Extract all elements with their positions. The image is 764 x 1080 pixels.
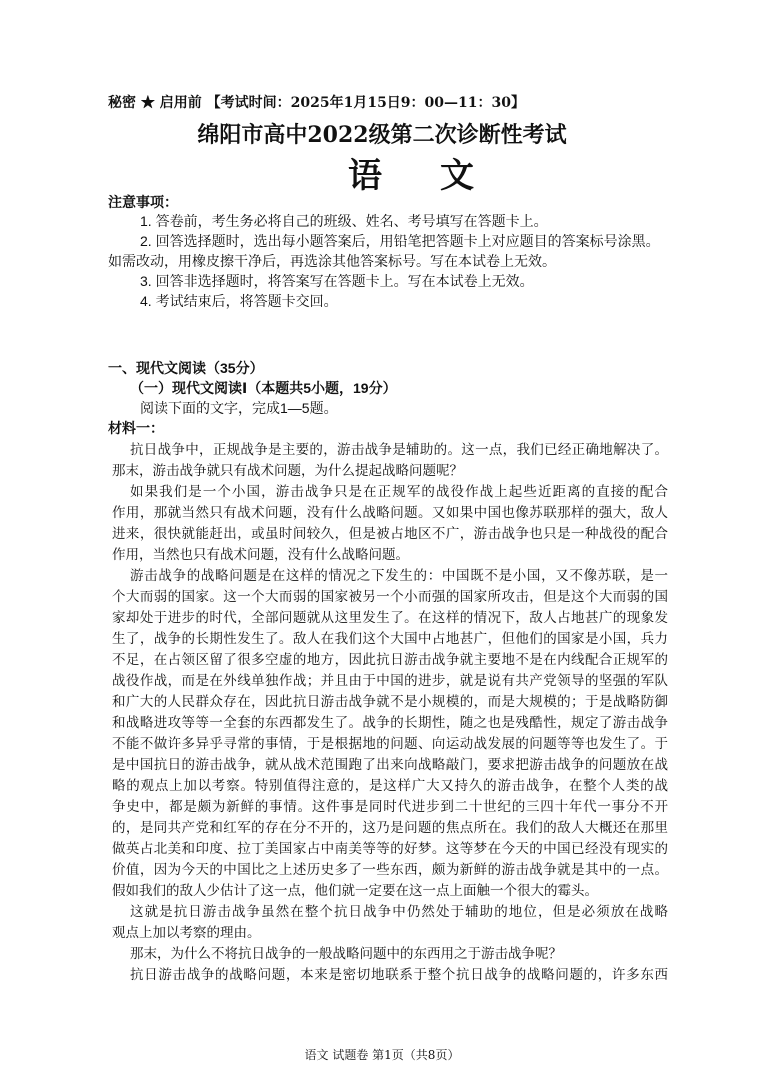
page-footer: 语文 试题卷 第1页（共8页） [304, 1048, 460, 1062]
passage-line: 观点上加以考察的理由。 [112, 925, 261, 941]
passage-line: 和战略进攻等等一全套的东西都发生了。战争的长期性，随之也是残酷性，规定了游击战争 [112, 715, 668, 731]
sub-section-heading: （一）现代文阅读Ⅰ（本题共5小题，19分） [130, 380, 397, 396]
section-heading: 一、现代文阅读（35分） [108, 360, 264, 376]
passage-line: 进来，很快就能赶出，或虽时间较久，但是被占地区不广，游击战争也只是一种战役的配合 [112, 526, 668, 542]
passage-line: 不足，在占领区留了很多空虚的地方，因此抗日游击战争就主要地不是在内线配合正规军的 [112, 652, 668, 668]
passage-line: 做英占北美和印度、拉丁美国家占中南美等等的好梦。这等梦在今天的中国已经没有现实的 [112, 841, 668, 857]
passage-line: 争史中，都是颇为新鲜的事情。这件事是同时代进步到二十世纪的三四十年代一事分不开 [112, 799, 668, 815]
subject-title: 语文 [348, 156, 532, 196]
passage-line: 生了，战争的长期性发生了。敌人在我们这个大国中占地甚广，但他们的国家是小国，兵力 [112, 631, 668, 647]
passage-line: 抗日游击战争的战略问题，本来是密切地联系于整个抗日战争的战略问题的，许多东西 [130, 967, 668, 983]
passage-line: 个大而弱的国家。这一个大而弱的国家被另一个小而强的国家所攻击，但是这个大而弱的国 [112, 589, 668, 605]
notes-label: 注意事项： [108, 195, 178, 211]
passage-line: 那末，为什么不将抗日战争的一般战略问题中的东西用之于游击战争呢？ [130, 946, 562, 962]
passage-line: 假如我们的敌人少估计了这一点，他们就一定要在这一点上面触一个很大的霉头。 [112, 883, 598, 899]
passage-line: 战役作战，而是在外线单独作战；并且由于中国的进步，就是说有共产党领导的坚强的军队 [112, 673, 668, 689]
note-item: 1. 答卷前，考生务必将自己的班级、姓名、考号填写在答题卡上。 [140, 213, 548, 229]
note-item: 2. 回答选择题时，选出每小题答案后，用铅笔把答题卡上对应题目的答案标号涂黑。 [140, 233, 660, 249]
material-label: 材料一： [108, 420, 164, 436]
passage-line: 家却处于进步的时代，全部问题就从这里发生了。在这样的情况下，敌人占地甚广的现象发 [112, 610, 668, 626]
passage-line: 作用，当然也只有战术问题，没有什么战略问题。 [112, 547, 409, 563]
passage-line: 游击战争的战略问题是在这样的情况之下发生的：中国既不是小国，又不像苏联，是一 [130, 568, 668, 584]
instruction: 阅读下面的文字，完成1—5题。 [140, 400, 338, 416]
passage-line: 是中国抗日的游击战争，就从战术范围跑了出来向战略敲门，要求把游击战争的问题放在战 [112, 757, 668, 773]
passage-line: 和广大的人民群众存在，因此抗日游击战争就不是小规模的，而是大规模的；于是战略防御 [112, 694, 668, 710]
passage-line: 那末，游击战争就只有战术问题，为什么提起战略问题呢？ [112, 463, 463, 479]
note-item: 3. 回答非选择题时，将答案写在答题卡上。写在本试卷上无效。 [140, 273, 534, 289]
passage-line: 略的观点上加以考察。特别值得注意的，是这样广大又持久的游击战争，在整个人类的战 [112, 778, 668, 794]
note-item: 4. 考试结束后，将答题卡交回。 [140, 293, 338, 309]
passage-line: 价值，因为今天的中国比之上述历史多了一些东西，颇为新鲜的游击战争就是其中的一点。 [112, 862, 668, 878]
passage-line: 不能不做许多异乎寻常的事情，于是根据地的问题、向运动战发展的问题等等也发生了。于 [112, 736, 668, 752]
exam-title: 绵阳市高中2022级第二次诊断性考试 [197, 122, 567, 148]
confidential-exam-time: 秘密 ★ 启用前 【考试时间：2025年1月15日9：00—11：30】 [108, 95, 525, 111]
note-item: 如需改动，用橡皮擦干净后，再选涂其他答案标号。写在本试卷上无效。 [108, 253, 556, 269]
passage-line: 抗日战争中，正规战争是主要的，游击战争是辅助的。这一点，我们已经正确地解决了。 [130, 442, 668, 458]
passage-line: 的，是同共产党和红军的存在分不开的，这乃是问题的焦点所在。我们的敌人大概还在那里 [112, 820, 668, 836]
passage-line: 如果我们是一个小国，游击战争只是在正规军的战役作战上起些近距离的直接的配合 [130, 484, 668, 500]
passage-line: 作用，那就当然只有战术问题，没有什么战略问题。又如果中国也像苏联那样的强大，敌人 [112, 505, 668, 521]
passage-line: 这就是抗日游击战争虽然在整个抗日战争中仍然处于辅助的地位，但是必须放在战略 [130, 904, 668, 920]
